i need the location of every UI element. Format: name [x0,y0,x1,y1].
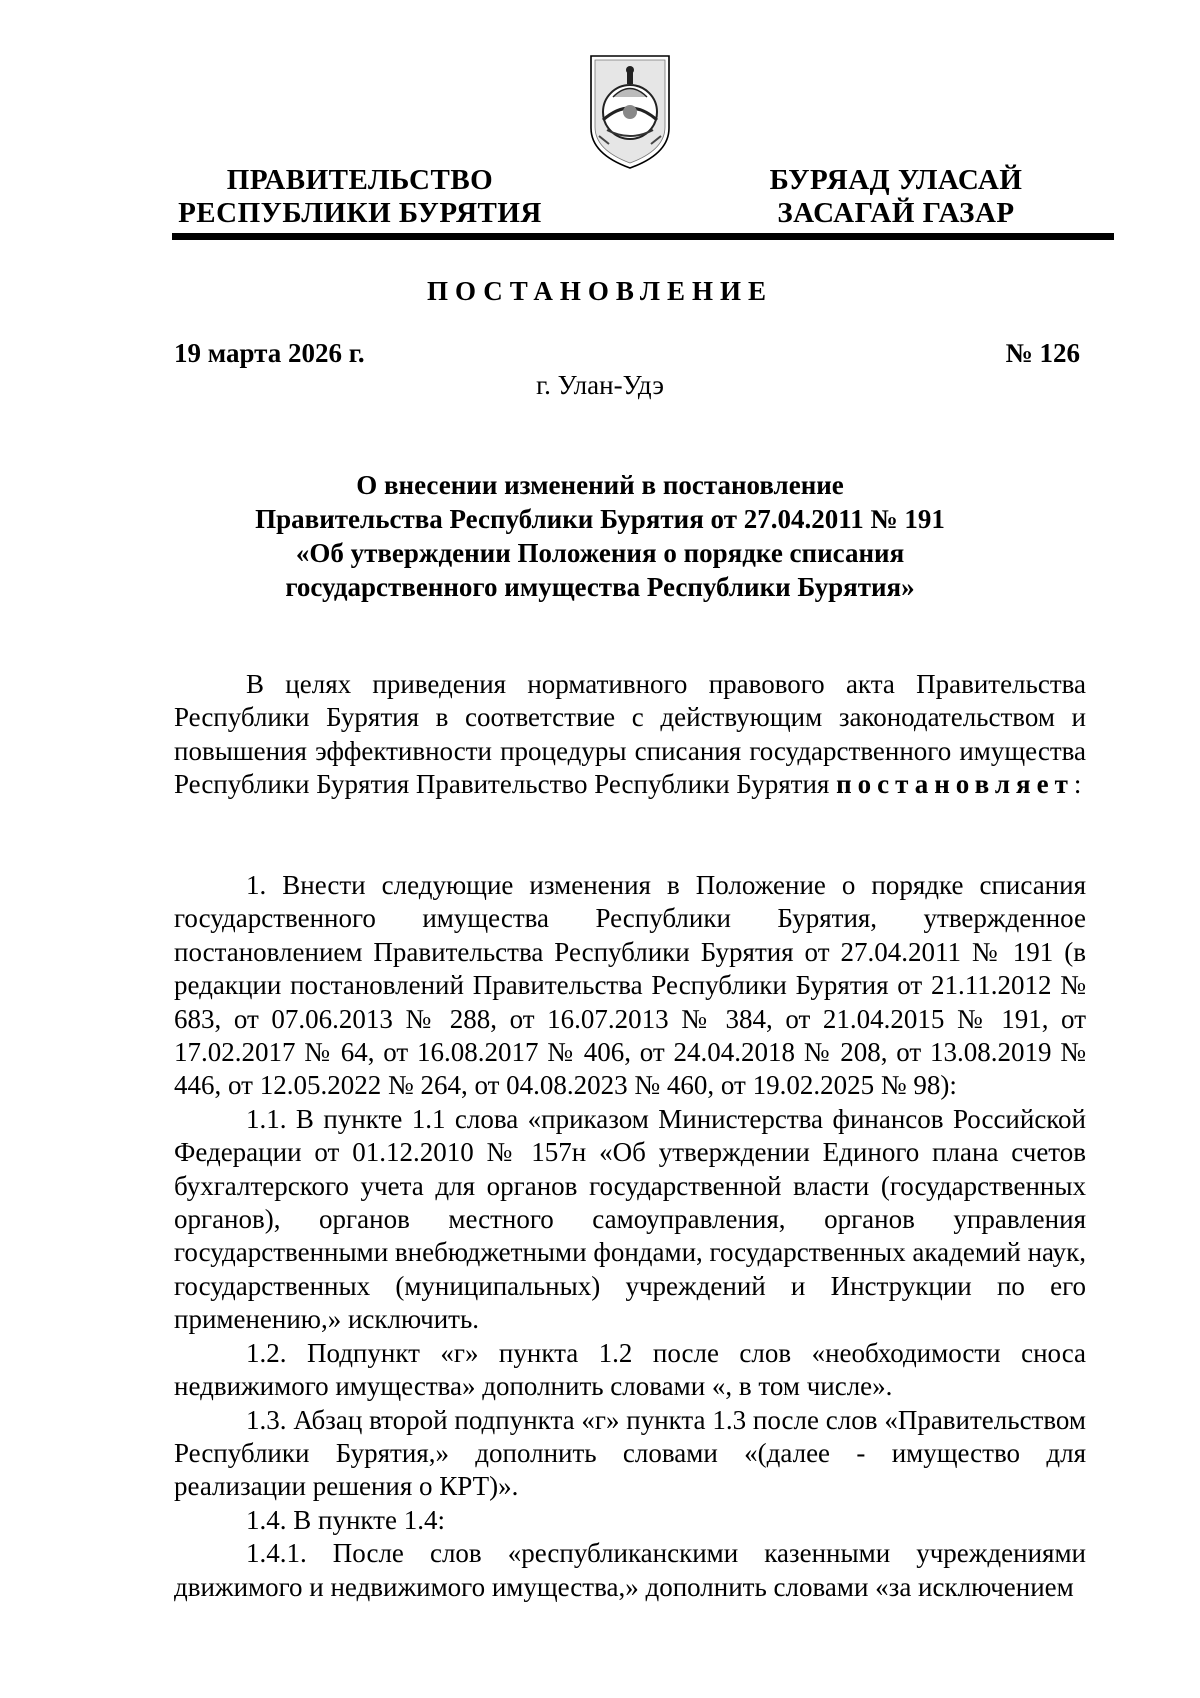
subject-line: «Об утверждении Положения о порядке списания [295,538,905,568]
document-number: № 126 [1005,338,1080,368]
preamble [174,668,1086,802]
item-paragraph: 1.3. Абзац второй подпункта «г» пункта 1.3 после слов «Правительством Республики Бурятия,» дополнить словами «(далее - имущество для реализации решения о КРТ)». [174,1404,1086,1502]
preamble-tail: : [1073,769,1082,800]
document-type: ПОСТАНОВЛЕНИЕ [426,276,774,306]
item-paragraph: 1.1. В пункте 1.1 слова «приказом Министерства финансов Российской Федерации от 01.12.2010 № 157н «Об утверждении Единого плана счетов бухгалтерского учета для органов государственной власти (государственных органов), органов местного самоуправления, органов управления государственными внебюджетными фондами, государственных академий наук, государственных (муниципальных) учреждений и Инструкции по его применению,» исключить. [174,1103,1086,1335]
government-name-bua-line2: ЗАСАГАЙ ГАЗАР [777,197,1015,229]
header-left [170,164,550,230]
government-name-bua-line1: БУРЯАД УЛАСАЙ [769,164,1023,196]
header-right [740,164,1052,230]
document-date: 19 марта 2026 г. [174,338,365,368]
coat-of-arms-icon [583,50,677,172]
preamble-text: В целях приведения нормативного правового акта Правительства Республики Бурятия в соответствие с действующим законодательством и повышения эффективности процедуры списания государственного имущества Республики Бурятия Правительство Республики Бурятия [174,669,1086,800]
government-name-ru-line2: РЕСПУБЛИКИ БУРЯТИЯ [178,197,542,229]
subject-line: О внесении изменений в постановление [356,470,844,500]
document-subject [180,468,1020,604]
subject-line: государственного имущества Республики Бурятия» [285,572,915,602]
header-divider [172,233,1114,240]
item-paragraph: 1.2. Подпункт «г» пункта 1.2 после слов «необходимости сноса недвижимого имущества» дополнить словами «, в том числе». [174,1337,1086,1402]
document-city: г. Улан-Удэ [536,370,664,400]
preamble-paragraph [174,668,1086,802]
item-paragraph: 1. Внести следующие изменения в Положение о порядке списания государственного имущества Республики Бурятия, утвержденное постановлением Правительства Республики Бурятия от 27.04.2011 № 191 (в редакции постановлений Правительства Республики Бурятия от 21.11.2012 № 683, от 07.06.2013 № 288, от 16.07.2013 № 384, от 21.04.2015 № 191, от 17.02.2017 № 64, от 16.08.2017 № 406, от 24.04.2018 № 208, от 13.08.2019 № 446, от 12.05.2022 № 264, от 04.08.2023 № 460, от 19.02.2025 № 98): [174,870,1086,1101]
body-items [174,869,1086,1604]
resolve-word: постановляет [836,769,1074,800]
item-paragraph: 1.4.1. После слов «республиканскими казенными учреждениями движимого и недвижимого имущества,» дополнить словами «за исключением [174,1538,1086,1602]
government-name-ru-line1: ПРАВИТЕЛЬСТВО [226,164,494,196]
item-paragraph: 1.4. В пункте 1.4: [246,1504,445,1535]
subject-line: Правительства Республики Бурятия от 27.04.2011 № 191 [255,504,945,534]
